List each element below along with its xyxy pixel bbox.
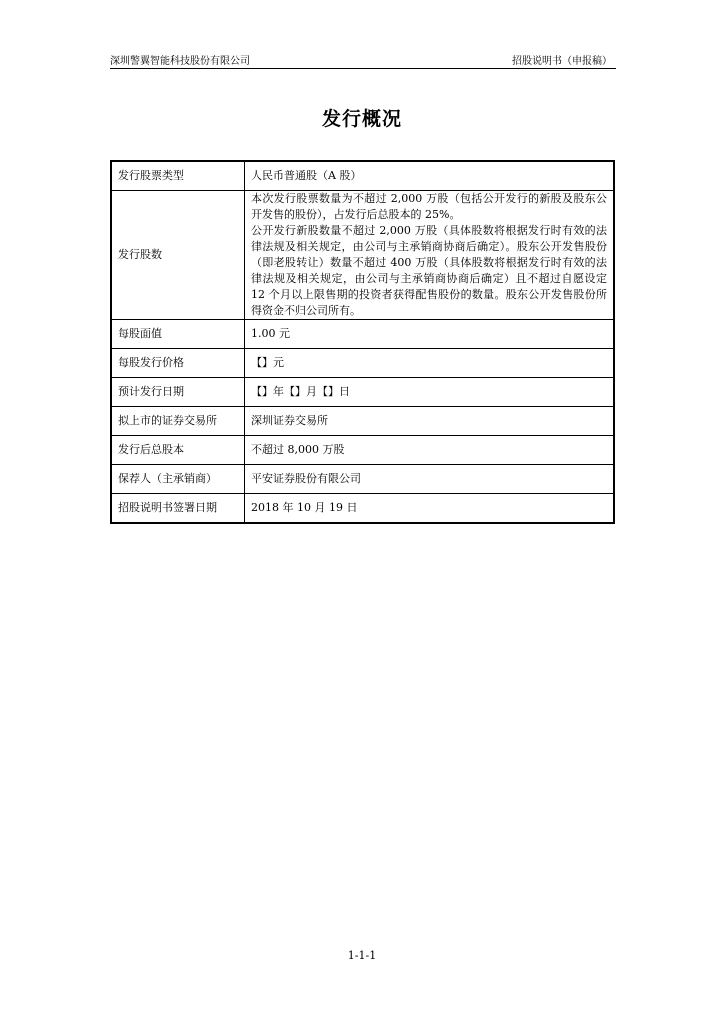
table-row <box>111 349 614 378</box>
page-number: 1-1-1 <box>347 949 377 962</box>
row-label: 发行股数 <box>111 191 245 320</box>
row-value: 1.00 元 <box>245 320 615 349</box>
offering-shares-paragraph: 公开发行新股数量不超过 2,000 万股（具体股数将根据发行时有效的法律法规及相关规定，由公司与主承销商协商后确定）。股东公开发售股份（即老股转让）数量不超过 400 万股（具体股数将根据发行时有效的法律法规及相关规定，由公司与主承销商协商后确定）且不超过自愿设定 12 个月以上限售期的投资者获得配售股份的数量。股东公开发售股份所得资金不归公司所有。 <box>251 224 607 317</box>
row-label: 预计发行日期 <box>111 378 245 407</box>
header-company-name: 深圳警翼智能科技股份有限公司 <box>110 56 250 67</box>
row-label: 发行后总股本 <box>111 436 245 465</box>
row-label: 拟上市的证券交易所 <box>111 407 245 436</box>
table-row <box>111 465 614 494</box>
row-label: 发行股票类型 <box>111 161 245 191</box>
table-row <box>111 436 614 465</box>
row-value: 不超过 8,000 万股 <box>245 436 615 465</box>
row-label: 每股发行价格 <box>111 349 245 378</box>
row-value <box>245 191 615 320</box>
row-value: 人民币普通股（A 股） <box>245 161 615 191</box>
table-row <box>111 161 614 191</box>
row-label: 招股说明书签署日期 <box>111 494 245 524</box>
row-value: 深圳证券交易所 <box>245 407 615 436</box>
row-label: 每股面值 <box>111 320 245 349</box>
row-value: 平安证券股份有限公司 <box>245 465 615 494</box>
row-value: 【】元 <box>245 349 615 378</box>
table-row <box>111 407 614 436</box>
table-row <box>111 320 614 349</box>
offering-overview-table <box>110 160 615 524</box>
offering-shares-paragraph: 本次发行股票数量为不超过 2,000 万股（包括公开发行的新股及股东公开发售的股份），占发行后总股本的 25%。 <box>251 192 607 221</box>
page-title: 发行概况 <box>321 108 402 130</box>
table-row <box>111 494 614 524</box>
row-value: 【】年【】月【】日 <box>245 378 615 407</box>
row-label: 保荐人（主承销商） <box>111 465 245 494</box>
row-value: 2018 年 10 月 19 日 <box>245 494 615 524</box>
header-document-name: 招股说明书（申报稿） <box>512 56 612 67</box>
table-row <box>111 378 614 407</box>
table-row <box>111 191 614 320</box>
page-header <box>110 50 616 69</box>
